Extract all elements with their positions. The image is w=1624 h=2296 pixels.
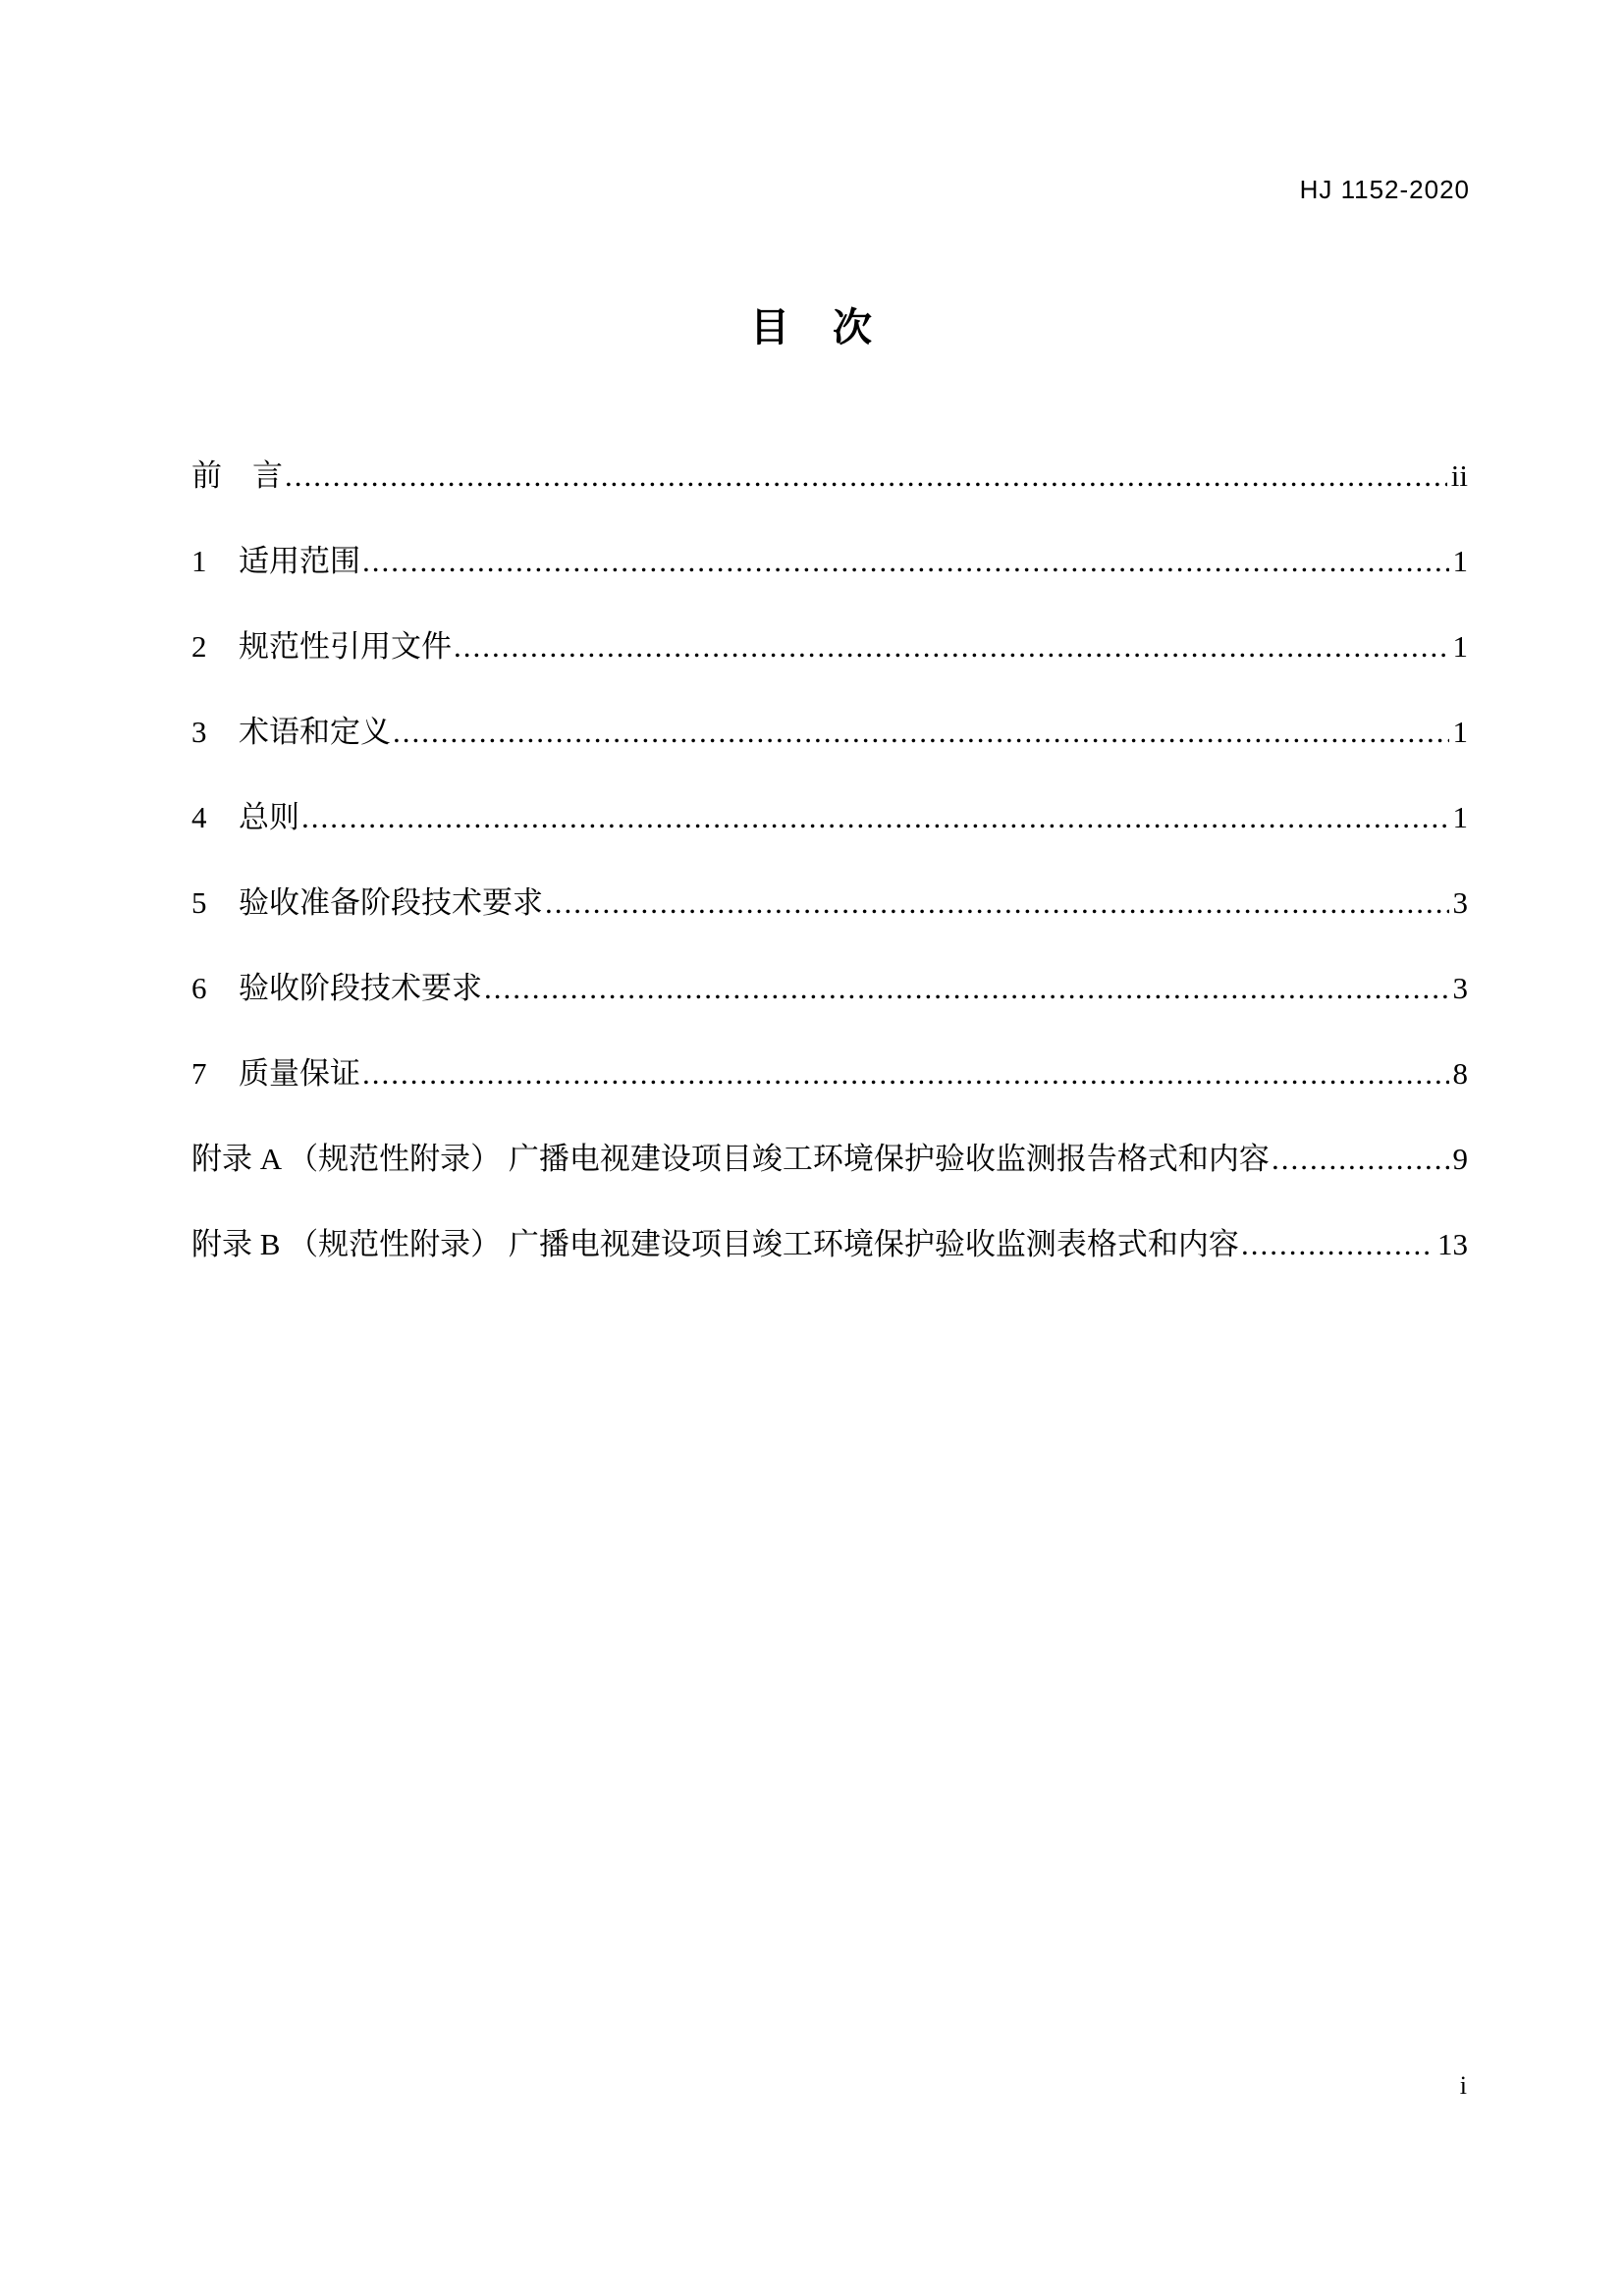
toc-entry: [191, 1201, 1468, 1287]
toc-entry: [191, 518, 1468, 604]
toc-leader-dots: [1272, 1116, 1449, 1201]
toc-leader-dots: [393, 689, 1449, 774]
toc-leader-dots: [1241, 1201, 1434, 1287]
toc-leader-dots: [362, 518, 1449, 604]
toc-entry-page: 3: [1452, 971, 1468, 1005]
toc-entry-label: 附录 B （规范性附录） 广播电视建设项目竣工环境保护验收监测表格式和内容: [191, 1227, 1239, 1261]
toc-entry-label: 术语和定义: [239, 715, 391, 749]
toc-entry-page: 9: [1452, 1142, 1468, 1176]
toc-entry: [191, 1116, 1468, 1201]
toc-entry-page: ii: [1450, 458, 1468, 493]
toc-entry: [191, 689, 1468, 774]
toc-leader-dots: [484, 945, 1449, 1031]
toc-entry-label: 验收准备阶段技术要求: [239, 885, 543, 920]
toc-entry-page: 1: [1452, 800, 1468, 834]
toc-entry-number: 7: [191, 1056, 207, 1091]
toc-entry: [191, 604, 1468, 689]
toc-entry: [191, 945, 1468, 1031]
page-title: 目 次: [750, 306, 874, 349]
toc-leader-dots: [301, 774, 1449, 860]
toc-entry-page: 1: [1452, 544, 1468, 578]
toc-entry-page: 1: [1452, 715, 1468, 749]
toc-entry-number: 1: [191, 544, 207, 578]
toc-entry-label: 适用范围: [239, 544, 360, 578]
toc-entry-page: 8: [1452, 1056, 1468, 1091]
toc-entry-page: 3: [1452, 885, 1468, 920]
toc-leader-dots: [545, 860, 1449, 945]
toc-entry-number: 6: [191, 971, 207, 1005]
toc-entry-number: 3: [191, 715, 207, 749]
toc-entry-number: 4: [191, 800, 207, 834]
toc-leader-dots: [362, 1031, 1449, 1116]
toc-entry-label: 总则: [239, 800, 299, 834]
toc-entry: [191, 1031, 1468, 1116]
standard-code: HJ 1152-2020: [1299, 175, 1470, 204]
page-number: i: [1459, 2071, 1467, 2100]
toc-entry-label: 规范性引用文件: [239, 629, 452, 664]
toc-entry-number: 5: [191, 885, 207, 920]
toc-entry-number: 2: [191, 629, 207, 664]
toc-entry: [191, 860, 1468, 945]
toc-entry-page: 13: [1437, 1227, 1468, 1261]
toc-entry-page: 1: [1452, 629, 1468, 664]
toc-leader-dots: [454, 604, 1449, 689]
toc-entry: [191, 433, 1468, 518]
toc-entry: [191, 774, 1468, 860]
toc-entry-label: 验收阶段技术要求: [239, 971, 482, 1005]
toc-entry-label: 附录 A （规范性附录） 广播电视建设项目竣工环境保护验收监测报告格式和内容: [191, 1142, 1270, 1176]
toc-entry-label: 前 言: [191, 458, 283, 493]
toc-entry-label: 质量保证: [239, 1056, 360, 1091]
toc-list: [191, 433, 1468, 1287]
toc-leader-dots: [285, 433, 1447, 518]
